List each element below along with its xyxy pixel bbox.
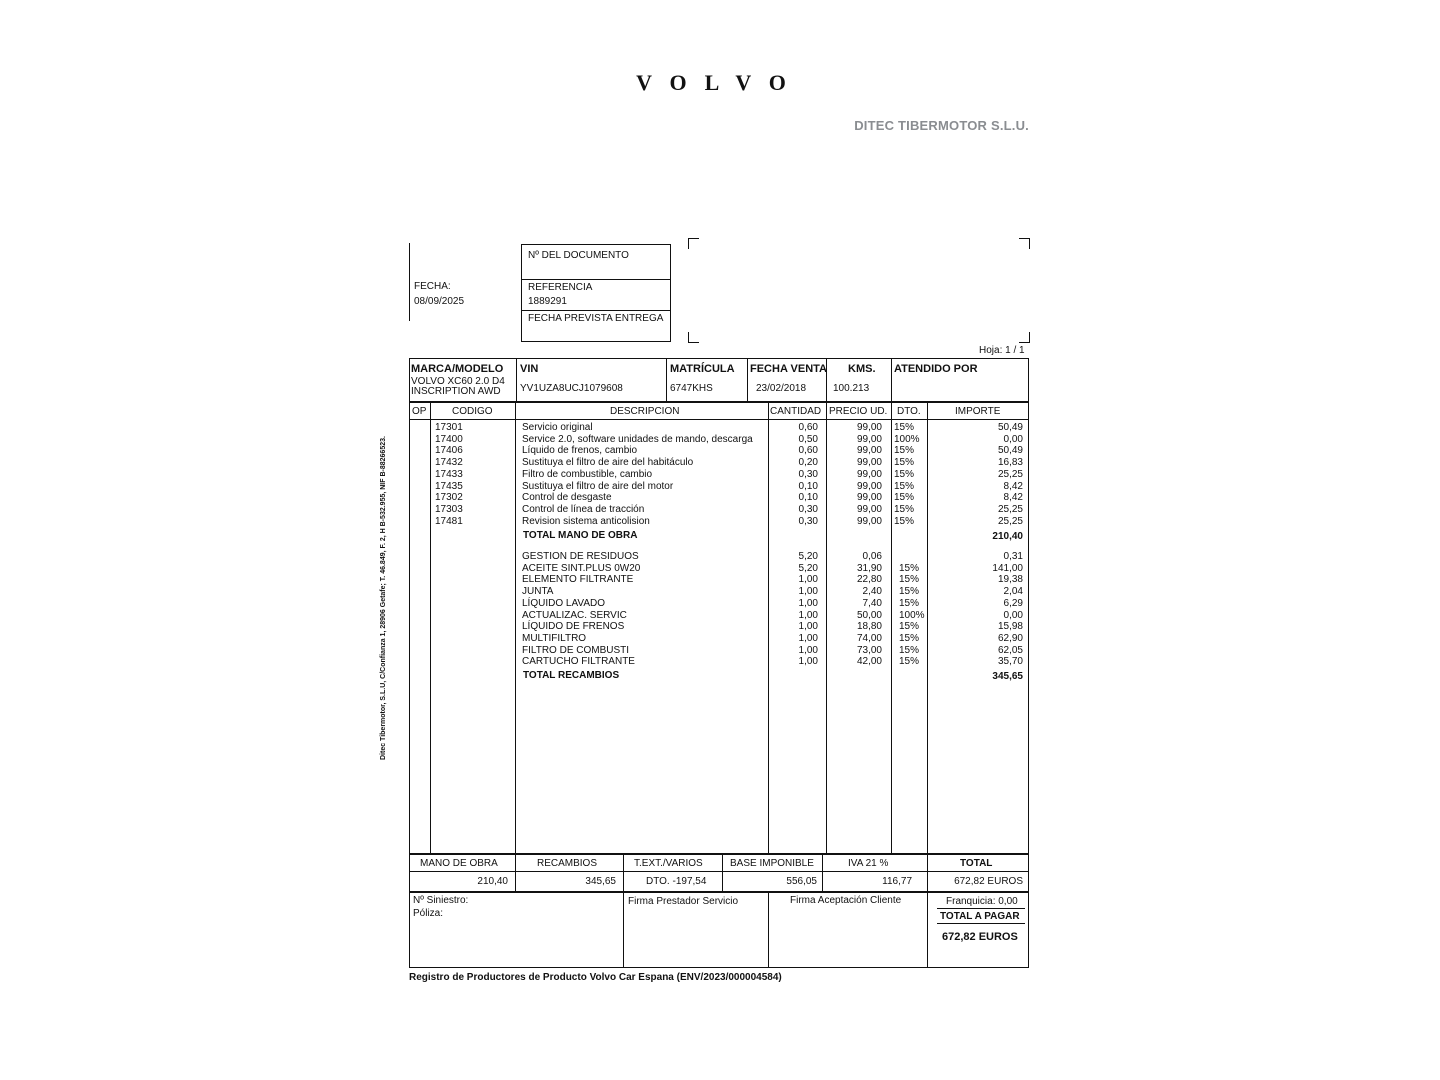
labor-cantidad: 0,50 (798, 433, 818, 445)
sum-total: 672,82 EUROS (954, 876, 1023, 887)
labor-codigo: 17406 (435, 445, 463, 457)
part-cantidad: 1,00 (798, 574, 818, 586)
part-cantidad: 5,20 (798, 562, 818, 574)
part-dto: 15% (899, 621, 920, 633)
labor-codigo: 17435 (435, 480, 463, 492)
labor-precio: 99,00 (856, 503, 882, 515)
corner-mark (688, 332, 699, 343)
firma-prestador: Firma Prestador Servicio (628, 896, 739, 907)
labor-dto: 15% (894, 445, 915, 457)
part-dto: 15% (899, 597, 920, 609)
col-precio: PRECIO UD. (829, 406, 888, 417)
sum-base: 556,05 (786, 876, 817, 887)
part-descripcion: CARTUCHO FILTRANTE (522, 656, 635, 668)
labor-dto: 15% (894, 515, 915, 527)
part-cantidad: 1,00 (798, 597, 818, 609)
fecha-value: 08/09/2025 (414, 296, 465, 307)
franquicia: Franquicia: 0,00 (946, 896, 1018, 907)
part-precio: 42,00 (856, 656, 882, 668)
labor-dto: 15% (894, 480, 915, 492)
referencia-value: 1889291 (528, 296, 567, 307)
part-dto: 15% (899, 574, 920, 586)
part-cantidad: 1,00 (798, 632, 818, 644)
sum-base-label: BASE IMPONIBLE (730, 858, 814, 869)
labor-descripcion: Service 2.0, software unidades de mando, descarga (522, 433, 753, 445)
part-importe: 35,70 (997, 656, 1023, 668)
labor-cantidad: 0,30 (798, 515, 818, 527)
kms-value: 100.213 (833, 383, 870, 394)
labor-dto: 15% (894, 492, 915, 504)
sum-recambios: 345,65 (585, 876, 616, 887)
part-precio: 18,80 (856, 621, 882, 633)
part-importe: 15,98 (997, 621, 1023, 633)
labor-cantidad: 0,30 (798, 503, 818, 515)
part-descripcion: ACEITE SINT.PLUS 0W20 (522, 562, 641, 574)
fecha-venta-value: 23/02/2018 (756, 383, 807, 394)
firma-cliente: Firma Aceptación Cliente (790, 895, 902, 906)
col-codigo: CODIGO (452, 406, 493, 417)
part-importe: 0,31 (1003, 551, 1023, 562)
corner-mark (1019, 332, 1030, 343)
fecha-prevista-label: FECHA PREVISTA ENTREGA (528, 313, 664, 324)
labor-importe: 8,42 (1003, 492, 1023, 504)
col-importe: IMPORTE (955, 406, 1001, 417)
fecha-venta-label: FECHA VENTA (750, 363, 827, 375)
labor-descripcion: Control de línea de tracción (522, 503, 645, 515)
labor-dto: 100% (894, 433, 920, 445)
total-recambios-label: TOTAL RECAMBIOS (523, 670, 620, 681)
part-descripcion: FILTRO DE COMBUSTI (522, 644, 630, 656)
labor-precio: 99,00 (856, 433, 882, 445)
labor-descripcion: Filtro de combustible, cambio (522, 468, 653, 480)
fecha-label: FECHA: (414, 281, 451, 292)
labor-precio: 99,00 (856, 492, 882, 504)
labor-precio: 99,00 (856, 422, 882, 433)
part-importe: 141,00 (992, 562, 1023, 574)
marca-line1: VOLVO XC60 2.0 D4 (411, 376, 505, 387)
part-precio: 73,00 (856, 644, 882, 656)
col-descripcion: DESCRIPCION (610, 406, 680, 417)
col-op: OP (412, 406, 427, 417)
marca-label: MARCA/MODELO (411, 363, 504, 375)
labor-descripcion: Revision sistema anticolision (522, 515, 650, 527)
sum-iva: 116,77 (882, 876, 912, 887)
labor-codigo: 17481 (435, 515, 463, 527)
part-dto: 15% (899, 586, 920, 598)
labor-precio: 99,00 (856, 457, 882, 469)
col-dto: DTO. (897, 406, 921, 417)
labor-codigo: 17303 (435, 503, 463, 515)
sum-mano-obra-label: MANO DE OBRA (420, 858, 498, 869)
labor-precio: 99,00 (856, 468, 882, 480)
labor-cantidad: 0,10 (798, 492, 818, 504)
part-descripcion: LÍQUIDO DE FRENOS (522, 621, 625, 633)
part-importe: 0,00 (1003, 609, 1023, 621)
labor-descripcion: Servicio original (522, 422, 593, 433)
part-importe: 62,05 (997, 644, 1023, 656)
part-dto: 15% (899, 656, 920, 668)
labor-dto: 15% (894, 503, 915, 515)
part-precio: 7,40 (862, 597, 882, 609)
part-cantidad: 5,20 (798, 551, 818, 562)
referencia-label: REFERENCIA (528, 282, 593, 293)
part-precio: 50,00 (856, 609, 882, 621)
labor-cantidad: 0,10 (798, 480, 818, 492)
labor-dto: 15% (894, 457, 915, 469)
labor-importe: 50,49 (997, 445, 1023, 457)
labor-precio: 99,00 (856, 445, 882, 457)
part-cantidad: 1,00 (798, 586, 818, 598)
company-name: DITEC TIBERMOTOR S.L.U. (854, 118, 1029, 133)
vin-value: YV1UZA8UCJ1079608 (520, 383, 623, 394)
sum-text-varios-label: T.EXT./VARIOS (634, 858, 703, 869)
part-descripcion: LÍQUIDO LAVADO (522, 597, 605, 609)
part-precio: 22,80 (856, 574, 882, 586)
siniestro-label: Nº Siniestro: (413, 895, 469, 906)
part-cantidad: 1,00 (798, 609, 818, 621)
part-precio: 74,00 (856, 632, 882, 644)
labor-importe: 25,25 (997, 515, 1023, 527)
sum-recambios-label: RECAMBIOS (537, 858, 598, 869)
total-pagar-label: TOTAL A PAGAR (940, 911, 1020, 922)
part-importe: 6,29 (1003, 597, 1023, 609)
sum-total-label: TOTAL (960, 858, 993, 869)
labor-importe: 8,42 (1003, 480, 1023, 492)
labor-dto: 15% (894, 468, 915, 480)
part-descripcion: ACTUALIZAC. SERVIC (522, 609, 627, 621)
labor-cantidad: 0,60 (798, 422, 818, 433)
sum-text-varios: DTO. -197,54 (646, 876, 707, 887)
labor-importe: 50,49 (997, 422, 1023, 433)
part-precio: 2,40 (862, 586, 882, 598)
part-dto: 100% (899, 609, 925, 621)
matricula-label: MATRÍCULA (670, 363, 735, 375)
labor-descripcion: Sustituya el filtro de aire del motor (522, 480, 674, 492)
labor-codigo: 17433 (435, 468, 463, 480)
part-cantidad: 1,00 (798, 656, 818, 668)
part-precio: 0,06 (862, 551, 882, 562)
labor-dto: 15% (894, 422, 915, 433)
labor-codigo: 17302 (435, 492, 463, 504)
part-cantidad: 1,00 (798, 621, 818, 633)
labor-cantidad: 0,20 (798, 457, 818, 469)
corner-mark (688, 238, 699, 249)
col-cantidad: CANTIDAD (770, 406, 822, 417)
labor-importe: 25,25 (997, 468, 1023, 480)
labor-descripcion: Control de desgaste (522, 492, 612, 504)
marca-line2: INSCRIPTION AWD (411, 386, 501, 397)
labor-precio: 99,00 (856, 480, 882, 492)
sum-mano-obra: 210,40 (477, 876, 508, 887)
nro-documento-label: Nº DEL DOCUMENTO (528, 250, 629, 261)
part-descripcion: JUNTA (522, 586, 554, 598)
labor-descripcion: Líquido de frenos, cambio (522, 445, 638, 457)
total-mano-obra-label: TOTAL MANO DE OBRA (523, 529, 638, 541)
kms-label: KMS. (848, 363, 876, 375)
part-descripcion: GESTION DE RESIDUOS (522, 551, 639, 562)
labor-importe: 25,25 (997, 503, 1023, 515)
poliza-label: Póliza: (413, 908, 444, 919)
part-dto: 15% (899, 562, 920, 574)
atendido-label: ATENDIDO POR (894, 363, 978, 375)
registro-text: Registro de Productores de Producto Volvo Car Espana (ENV/2023/000004584) (409, 972, 782, 983)
part-precio: 31,90 (856, 562, 882, 574)
total-mano-obra-value: 210,40 (992, 530, 1023, 542)
sum-iva-label: IVA 21 % (848, 858, 889, 869)
part-importe: 62,90 (997, 632, 1023, 644)
labor-importe: 0,00 (1003, 433, 1023, 445)
labor-precio: 99,00 (856, 515, 882, 527)
labor-codigo: 17400 (435, 433, 463, 445)
labor-descripcion: Sustituya el filtro de aire del habitáculo (522, 457, 694, 469)
part-descripcion: MULTIFILTRO (522, 632, 587, 644)
labor-importe: 16,83 (997, 457, 1023, 469)
labor-cantidad: 0,60 (798, 445, 818, 457)
corner-mark (1019, 238, 1030, 249)
volvo-logo: VOLVO (636, 70, 804, 95)
part-descripcion: ELEMENTO FILTRANTE (522, 574, 634, 586)
total-recambios-value: 345,65 (992, 671, 1023, 682)
total-pagar-value: 672,82 EUROS (942, 931, 1018, 943)
part-dto: 15% (899, 632, 920, 644)
hoja: Hoja: 1 / 1 (979, 345, 1025, 356)
vin-label: VIN (520, 363, 539, 375)
side-legal-text: Ditec Tibermotor, S.L.U, C/Confianza 1, 28906 Getafe; T. 46.849, F. 2, H B-532.955, NIF B-88266523. (380, 436, 387, 760)
part-importe: 2,04 (1003, 586, 1023, 598)
part-cantidad: 1,00 (798, 644, 818, 656)
left-border (409, 243, 410, 321)
matricula-value: 6747KHS (670, 383, 713, 394)
labor-cantidad: 0,30 (798, 468, 818, 480)
labor-codigo: 17432 (435, 457, 463, 469)
labor-codigo: 17301 (435, 422, 463, 433)
part-dto: 15% (899, 644, 920, 656)
part-importe: 19,38 (997, 574, 1023, 586)
